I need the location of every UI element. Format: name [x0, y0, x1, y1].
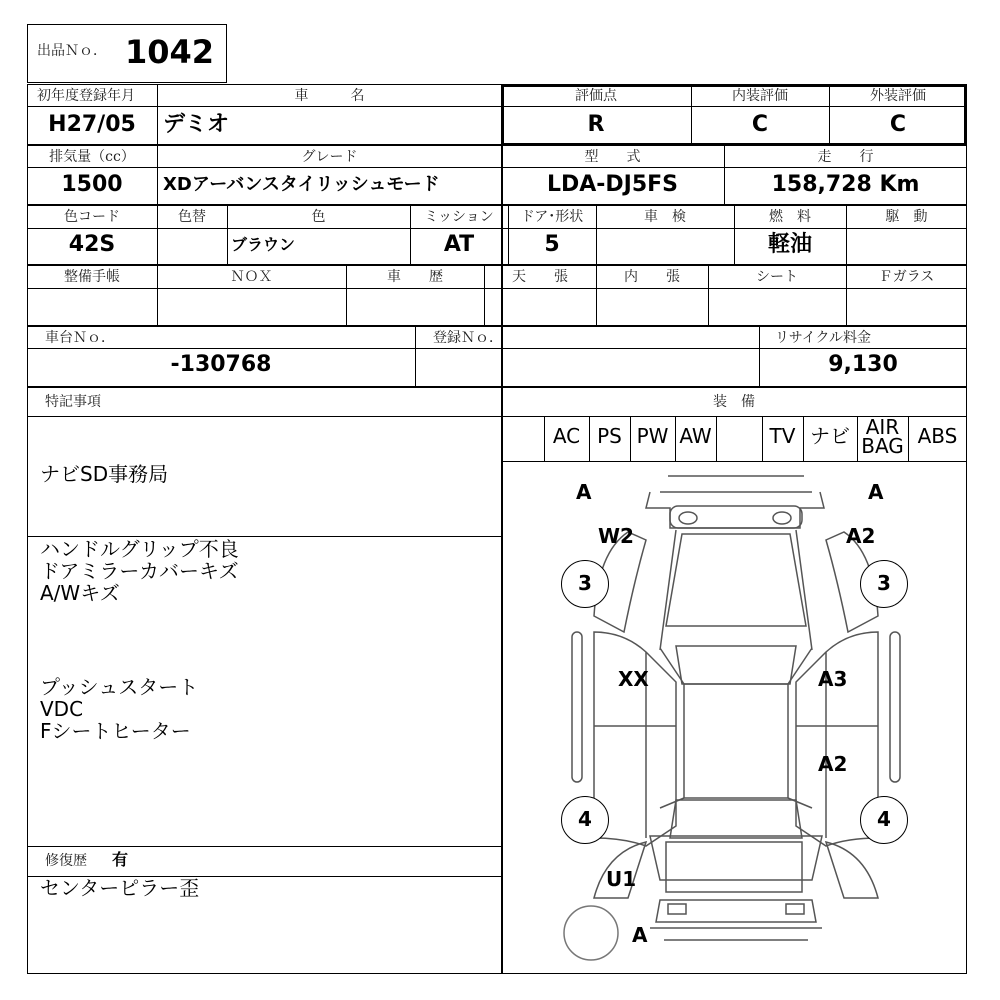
- mark-front-left: A: [576, 480, 592, 504]
- notes-options: [40, 676, 198, 742]
- drive-label: 駆 動: [885, 209, 928, 225]
- interior-label: 内装評価: [732, 88, 788, 104]
- equip-cell-abs: ABS: [917, 424, 958, 448]
- color-label: 色: [311, 209, 326, 225]
- tire-front-left: 3: [561, 560, 609, 608]
- equip-cell-navi: ナビ: [810, 424, 850, 448]
- roof-label: 天 張: [512, 269, 568, 285]
- equip-cell-0: [501, 416, 544, 460]
- equip-cell-ps: PS: [597, 424, 622, 448]
- notes-option-1: VDC: [40, 697, 84, 721]
- doors-label: ドア･形状: [520, 209, 584, 225]
- doors-value: 5: [544, 232, 560, 257]
- chassis-value: -130768: [170, 352, 272, 377]
- mark-rear-bumper: A: [632, 923, 648, 947]
- transmission-value: AT: [443, 232, 475, 257]
- notes-label: 特記事項: [45, 394, 101, 410]
- score-value: R: [587, 112, 605, 137]
- equip-cell-pw: PW: [636, 424, 669, 448]
- f-glass-label: Ｆガラス: [878, 269, 935, 285]
- notes-lines: [40, 538, 239, 604]
- notes-top: ナビSD事務局: [40, 462, 169, 486]
- model-label: 型 式: [584, 149, 641, 165]
- transmission-label: ミッション: [424, 209, 494, 225]
- recycle-label: リサイクル料金: [775, 330, 872, 346]
- registration-label: 登録Ｎｏ．: [433, 330, 503, 346]
- equip-cell-ac: AC: [552, 424, 581, 448]
- equip-cell-aw: AW: [679, 424, 712, 448]
- score-label: 評価点: [575, 88, 617, 104]
- notes-line-2: A/Wキズ: [40, 581, 120, 605]
- mileage-label: 走 行: [817, 149, 874, 165]
- interior-value: C: [751, 112, 769, 137]
- exterior-value: C: [889, 112, 907, 137]
- mark-door-right-rear: A2: [818, 752, 848, 776]
- service-book-label: 整備手帳: [64, 269, 120, 285]
- car-name-label: 車 名: [294, 88, 365, 104]
- mileage-value: 158,728 Km: [771, 172, 920, 197]
- color-value: ブラウン: [231, 235, 296, 254]
- mark-fender-left: W2: [598, 524, 634, 548]
- mark-door-right-front: A3: [818, 667, 848, 691]
- inspection-label: 車 検: [644, 209, 686, 225]
- displacement-value: 1500: [61, 172, 123, 197]
- car-name-value: デミオ: [163, 112, 230, 137]
- tire-rear-right: 4: [860, 796, 908, 844]
- first-reg-value: H27/05: [48, 112, 136, 137]
- equipment-label: 装 備: [713, 394, 755, 410]
- lot-label: 出品Ｎｏ．: [37, 43, 107, 59]
- fuel-value: 軽油: [767, 232, 812, 257]
- mark-front-right: A: [868, 480, 884, 504]
- notes-line-1: ドアミラーカバーキズ: [40, 559, 239, 583]
- lining-label: 内 張: [624, 269, 680, 285]
- mark-fender-right: A2: [846, 524, 876, 548]
- tire-front-right: 3: [860, 560, 908, 608]
- model-value: LDA-DJ5FS: [546, 172, 679, 197]
- repair-label: 修復歴: [45, 853, 87, 869]
- nox-label: ＮＯＸ: [230, 269, 273, 285]
- history-label: 車 歴: [387, 269, 443, 285]
- lot-number: 1042: [125, 33, 215, 71]
- equip-cell-airbag: AIR BAG: [861, 415, 904, 458]
- first-reg-label: 初年度登録年月: [37, 88, 135, 104]
- tire-rear-left: 4: [561, 796, 609, 844]
- equip-cell-tv: TV: [769, 424, 796, 448]
- equip-cell-5: [716, 416, 762, 460]
- exterior-label: 外装評価: [870, 88, 926, 104]
- chassis-label: 車台Ｎｏ．: [45, 330, 115, 346]
- seat-label: シート: [756, 269, 798, 285]
- grade-label: グレード: [301, 149, 358, 165]
- recycle-value: 9,130: [828, 352, 898, 377]
- notes-option-0: プッシュスタート: [40, 675, 199, 699]
- car-damage-diagram: [501, 462, 967, 974]
- grade-value: XDアーバンスタイリッシュモード: [163, 174, 440, 195]
- notes-option-2: Fシートヒーター: [40, 719, 191, 743]
- notes-line-0: ハンドルグリップ不良: [40, 537, 239, 561]
- repaint-label: 色替: [178, 209, 206, 225]
- color-code-value: 42S: [68, 232, 116, 257]
- displacement-label: 排気量（cc）: [49, 149, 135, 165]
- mark-rear-left: U1: [606, 867, 637, 891]
- color-code-label: 色コード: [64, 209, 120, 225]
- mark-door-left: XX: [618, 667, 649, 691]
- fuel-label: 燃 料: [769, 209, 811, 225]
- repair-note: センターピラー歪: [40, 876, 200, 900]
- repair-value: 有: [112, 850, 129, 869]
